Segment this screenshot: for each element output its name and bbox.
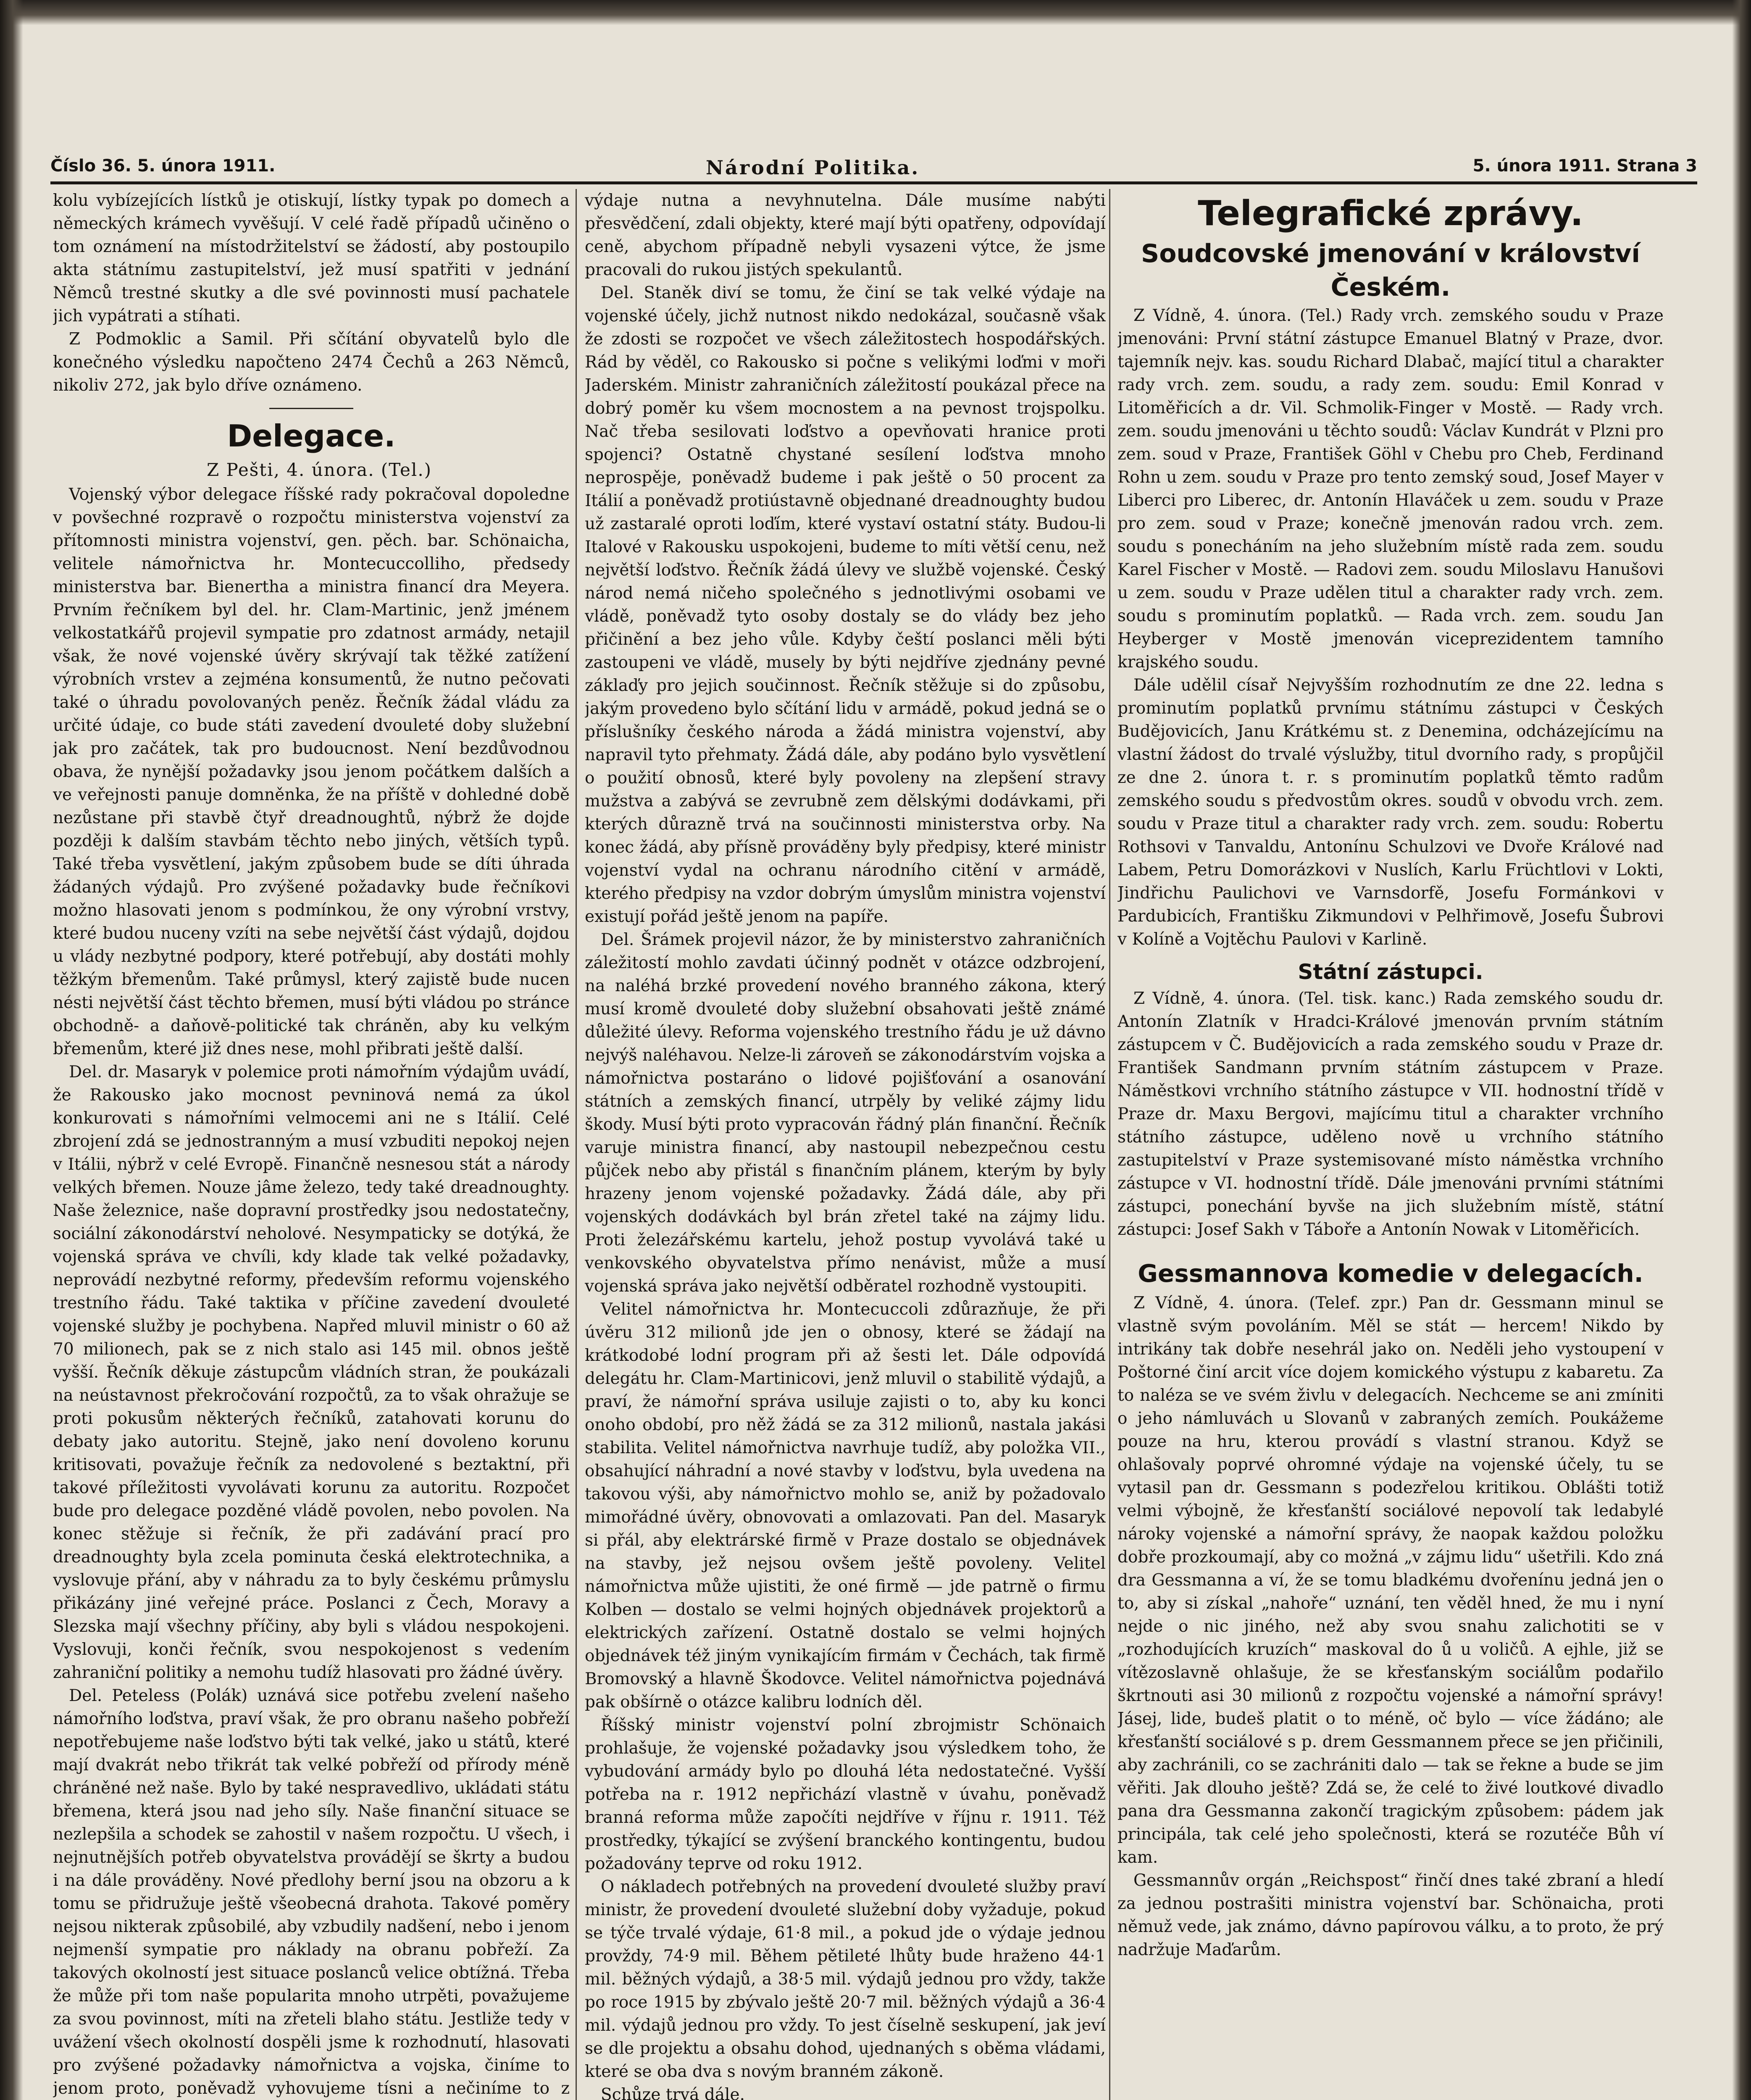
section-title-telegraficke: Telegrafické zprávy. <box>1198 194 1583 234</box>
article-paragraph: Del. dr. Masaryk v polemice proti námořním výdajům uvádí, že Rakousko jako mocnost pevninová nemá za úkol konkurovati s námořními velmocemi ani ne s Itálií. Celé zbrojení zdá se jednostranným a musí vzbuditi nepokoj nejen v Itálii, nýbrž v celé Evropě. Finančně nesnesou stát a národy velkých břemen. Nouze jâme železo, tedy také dreadnoughty. Naše železnice, naše dopravní prostředky jsou nedostatečny, sociální zákonodárství neholové. Nesympatickу se dotýká, že vojenská správa ve chvíli, kdy klade tak velké požadavky, neprovádí nezbytné reformy, především reformu vojenského trestního řádu. Také taktika v příčine zavedení dvouleté vojenské služby je pochybena. Napřed mluvil ministr o 60 až 70 milionech, pak se z nich stalo asi 145 mil. obnos ještě vyšší. Řečník děkuje zástupcům vládních stran, že poukázali na neústavnost překročování rozpočtů, za to však ohražuje se proti pokusům některých řečníků, zatahovati korunu do debaty jako autoritu. Stejně, jako není dovoleno korunu kritisovati, považuje řečník za nedovolené s beztaktní, při takové příležitosti vyvolávati korunu za autoritu. Rozpočet bude pro delegace pozděné vládě povolen, nebo povolen. Na konec stěžuje si řečník, že při zadávání prací pro dreadnoughty byla zcela pominuta česká elektrotechnika, a vyslovuje přání, aby v náhradu za to byly českému průmyslu přikázány jiné veřejné práce. Poslanci z Čech, Moravy a Slezska mají všechny příčiny, aby byli s vládou nespokojeni. Vyslovuji, konči řečník, svou nespokojenost s vedením zahraniční politiky a nemohu tudíž hlasovati pro žádné úvěry. <box>53 1063 570 1682</box>
article-paragraph: O nákladech potřebných na provedení dvouleté služby praví ministr, že provedení dvouleté služební doby vyžaduje, pokud se týče trvalé výdaje, 61·8 mil., a pokud jde o výdaje jednou provždy, 74·9 mil. Během pětileté lhůty bude hraženo 44·1 mil. běžných výdajů, a 38·5 mil. výdajů jednou pro vždy, takže po roce 1915 by zbývalo ještě 20·7 mil. běžných výdajů a 36·4 mil. výdajů jednou pro vždy. To jest číselně seskupení, jak jeví se dle projektu a obsahu dohod, ujednaných s oběma vládami, které se oba dva s novým branném zákoně. <box>585 1877 1106 2081</box>
column-divider <box>1109 189 1110 2100</box>
section-title-statni-zastupci: Státní zástupci. <box>1298 960 1483 984</box>
header-rule <box>50 181 1697 184</box>
article-paragraph: Dále udělil císař Nejvyšším rozhodnutím ze dne 22. ledna s prominutím poplatků prvnímu státnímu zástupci v Českých Budějovicích, Janu Krátkému st. z Denemina, odcházejícímu na vlastní žádost do trvalé výslužby, titul dvorního rady, s propůjčil ze dne 2. února t. r. s prominutím poplatků těmto radům zemského soudu s předvostům okres. soudů v obvodu vrch. zem. soudu v Praze titul a charakter rady vrch. zem. soudu: Robertu Rothsovi v Tanvaldu, Antonínu Schulzovi ve Dvoře Králové nad Labem, Petru Domorázkovi v Nuslích, Karlu Früchtlovi v Lokti, Jindřichu Paulichovi ve Varnsdorfě, Josefu Formánkovi v Pardubicích, Františku Zikmundovi v Pelhřimově, Josefu Šubrovi v Kolíně a Vojtěchu Paulovi v Karlině. <box>1117 676 1664 949</box>
article-paragraph: Z Vídně, 4. února. (Tel.) Rady vrch. zemského soudu v Praze jmenováni: První státní zástupce Emanuel Blatný v Praze, dvor. tajemník nejv. kas. soudu Richard Dlabač, mající titul a charakter rady vrch. zem. soudu, a rady zem. soudu: Emil Konrad v Litoměřicích a dr. Vil. Schmolik-Finger v Mostě. — Rady vrch. zem. soudu jmenováni u těchto soudů: Václav Kundrát v Plzni pro zem. soud v Praze, František Göhl v Chebu pro Cheb, Ferdinand Rohn u zem. soudu v Praze pro tento zemský soud, Josef Mayer v Liberci pro Liberec, dr. Antonín Hlaváček u zem. soudu v Praze pro zem. soud v Praze; konečně jmenován radou vrch. zem. soudu s ponecháním na jeho služebním místě rada zem. soudu Karel Fischer v Mostě. — Radovi zem. soudu Miloslavu Hanušovi u zem. soudu v Praze udělen titul a charakter rady vrch. zem. soudu s prominutím poplatků. — Rada vrch. zem. soudu Jan Heyberger v Mostě jmenován viceprezidentem tamního krajského soudu. <box>1117 306 1664 672</box>
section-divider <box>269 408 353 409</box>
issue-number-date: Číslo 36. 5. února 1911. <box>50 156 276 176</box>
section-title-delegace: Delegace. <box>227 418 396 454</box>
article-paragraph: Z Podmoklic a Samil. Při sčítání obyvatelů bylo dle konečného výsledku napočteno 2474 Čechů a 263 Němců, nikoliv 272, jak bylo dříve oznámeno. <box>53 330 570 395</box>
article-paragraph: Z Vídně, 4. února. (Telef. zpr.) Pan dr. Gessmann minul se vlastně svým povoláním. Měl se stát — hercem! Nikdo by intrikány tak dobře nesehrál jako on. Neděli jeho vystoupení v Poštorné činí arcit více dojem komického výstupu z kabaretu. Za to naléza se ve svém živlu v delegacích. Nechceme se ani zmíniti o jeho námluvách u Slovanů v zabraných zemích. Poukážeme pouze na hru, kterou provádí s vlastní stranou. Když se ohlašovaly poprvé ohromné výdaje na vojenské účely, tu se vytasil pan dr. Gessmann s podezřelou kritikou. Oblášti totiž velmi výbojně, že křesťanští sociálové nepovolí tak ledabylé nároky vojenské a námořní správy, že naopak každou položku dobře prozkoumají, aby co možná „v zájmu lidu“ ušetřili. Kdo zná dra Gessmanna a ví, že se tomu bladkému dvořenínu jedná jen o to, aby si získal „nahoře“ uznání, ten věděl hned, že mu i nyní nejde o nic jiného, než aby svou snahu zalichotiti se v „rozhodujících kruzích“ maskoval do ů u voličů. A ejhle, již se vítězoslavně ohlašuje, že se křesťanským sociálům podařilo škrtnouti asi 30 milionů z rozpočtu vojenské a námořní správy! Jásej, lide, budeš platit o to méně, oč bylo — více žádáno; ale křesťanští sociálové s p. drem Gessmannem přece se jen přičinili, aby zachránili, co se zachrániti dalo — tak se řekne a bude se jim věřiti. Jak dlouho ještě? Zdá se, že celé to živé loutkové divadlo pana dra Gessmanna zakončí tragickým způsobem: pádem jak principála, tak celé jeho společnosti, která se rozutéče Bůh ví kam. <box>1117 1294 1664 1867</box>
article-paragraph: kolu vybízejících lístků je otiskují, lístky typak po domech a německých krámech vyvěšují. V celé řadě případů učiněno o tom oznámení na místodržitelství se žádostí, aby postoupilo akta státnímu zastupitelství, jež musí spatřiti v jednání Němců trestné skutky a dle své povinnosti musí pachatele jich vypátrati a stíhati. <box>53 191 570 326</box>
article-closing-line: Schůze trvá dále. <box>601 2085 745 2100</box>
masthead-title: Národní Politika. <box>706 156 920 179</box>
column-right <box>1117 189 1664 2100</box>
column-left <box>53 189 570 2100</box>
article-paragraph: Del. Peteless (Polák) uznává sice potřebu zvelení našeho námořního loďstva, praví však, že pro obranu našeho pobřeží nepotřebujeme naše loďstvo býti tak velké, jako u států, které mají dvakrát nebo třikrát tak velké pobřeží od přírody méně chráněné než naše. Bylo by také nespravedlivo, ukládati státu břemena, která jsou nad jeho síly. Naše finanční situace se nezlepšila a schodek se zahostil v našem rozpočtu. U všech, i nejnutnějších potřeb obyvatelstva provádějí se škrty a budou i na dále prováděny. Nové předlohy berní jsou na obzoru a k tomu se přidružuje ještě všeobecná drahota. Takové poměry nejsou nikterak způsobilé, aby vzbudily nadšení, nebo i jenom nejmenší sympatie pro náklady na obranu pobřeží. Za takových okolností jest situace poslanců velice obtížná. Třeba že může při tom naše popularita mnoho utrpěti, považujeme za svou povinnost, míti na zřeteli blaho státu. Jestliže tedy v uvážení všech okolností dospěli jsme k rozhodnutí, hlasovati pro zvýšené požadavky námořnictva a vojska, činíme to jenom proto, poněvadž vyhovujeme tísni a nečiníme to z <box>53 1686 570 2098</box>
article-paragraph: výdaje nutna a nevyhnutelna. Dále musíme nabýti přesvědčení, zdali objekty, které mají býti opatřeny, odpovídají ceně, abychom případně nebyli vysazeni výtce, že jsme pracovali do rukou jistých spekulantů. <box>585 191 1106 279</box>
article-paragraph: Del. Šrámek projevil názor, že by ministerstvo zahraničních záležitostí mohlo zavdati účinný podnět v otázce odzbrojení, na naléhá brzké provedení nového branného zákona, který musí kromě dvouleté doby služební obsahovati ještě známé důležité úlevy. Reforma vojenského trestního řádu je už dávno nejvýš naléhavou. Nelze-li zároveň se zákonodárstvím vojska a námořnictva postaráno o lidové pojišťování a osanování státních a zemských financí, utrpěly by veliké zájmy lidu škody. Musí býti proto vypracován řádný plán finanční. Řečník varuje ministra financí, aby nastoupil nebezpečnou cestu půjček nebo aby přistál s finančním plánem, kterým by byly hrazeny jenom vojenské požadavky. Žádá dále, aby při vojenských dodávkách byl brán zřetel také na zájmy lidu. Proti železářskému kartelu, jehož postup vyvolává také u venkovského obyvatelstva přímo nenávist, může a musí vojenská správa jako největší odběratel rozhodně vystoupiti. <box>585 930 1106 1296</box>
article-paragraph: Vojenský výbor delegace říšské rady pokračoval dopoledne v povšechné rozpravě o rozpočtu ministerstva vojenství za přítomnosti ministra vojenství, gen. pěch. bar. Schönaicha, velitele námořnictva hr. Montecuccolliho, předsedy ministerstva bar. Bienertha a ministra financí dra Meyera. Prvním řečníkem byl del. hr. Clam-Martinic, jenž jménem velkostatkářů projevil sympatie pro zdatnost armády, netajil však, že nové vojenské úvěry skrývají tak těžké zatížení výrobních vrstev a zejména konsumentů, že nutno pečovati také o úhradu povolovaných peněz. Řečník žádal vládu za určité údaje, co bude státi zavedení dvouleté doby služební jak pro začátek, tak pro budoucnost. Není bezdůvodnou obava, že nynější požadavky jsou jenom počátkem dalších a ve veřejnosti panuje domněnka, že na příště v dohledné době nezůstane při stavbě čtyř dreadnoughtů, nýbrž že dojde později k dalším stavbám těchto nebo jiných, větších typů. Také třeba vysvětlení, jakým způsobem bude se díti úhrada žádaných výdajů. Pro zvýšené požadavky bude řečníkovi možno hlasovati jenom s podmínkou, že ony výrobní vrstvy, které budou nuceny vzíti na sebe největší část výdajů, dojdou u vlády nezbytné podpory, které potřebují, aby dostáti mohly těžkým břemenům. Také průmysl, který zajistě bude nucen nésti největší část těchto břemen, musí býti vládou po stránce obchodně- a daňově-politické tak chráněn, aby ku velkým břemenům, které již dnes nese, mohl přibrati ještě další. <box>53 485 570 1058</box>
column-divider <box>576 189 577 2100</box>
column-middle <box>585 189 1106 2100</box>
article-paragraph: Z Vídně, 4. února. (Tel. tisk. kanc.) Rada zemského soudu dr. Antonín Zlatník v Hradci-Králové jmenován prvním státním zástupcem v Č. Budějovicích a rada zemského soudu v Praze dr. František Sandmann prvním státním zástupcem v Praze. Náměstkovi vrchního státního zástupce v VII. hodnostní třídě v Praze dr. Maxu Bergovi, majícímu titul a charakter vrchního státního zástupce, uděleno nově u vrchního státního zastupitelství v Praze systemisované místo náměstka vrchního zástupce v VI. hodnostní třídě. Dále jmenováni prvními státními zástupci, ponechání byvše na jich služebním místě, státní zástupci: Josef Sakh v Táboře a Antonín Nowak v Litoměřicích. <box>1117 989 1664 1239</box>
scan-edge-left <box>0 0 23 2100</box>
section-subtitle: Soudcovské jmenování v království Českém. <box>1141 239 1641 302</box>
page-date-number: 5. února 1911. Strana 3 <box>1472 156 1697 176</box>
article-paragraph: Del. Staněk diví se tomu, že činí se tak velké výdaje na vojenské účely, jichž nutnost nikdo nedokázal, současně však že zdosti se rozpočet ve všech záležitostech hospodářských. Rád by věděl, co Rakousko si počne s velikými loďmi v moři Jaderském. Ministr zahraničních záležitostí poukázal přece na dobrý poměr ku všem mocnostem a na pevnost trojspolku. Nač třeba sesilovati loďstvo a opevňovati hranice proti spojenci? Ostatně chystané sesílení loďstva mnoho neprospěje, poněvadž budeme i pak ještě o 50 procent za Itálií a poněvadž protiústavně objednané dreadnoughty budou už zastaralé oproti loďím, které vystaví ostatní státy. Budou-li Italové v Rakousku uspokojeni, budeme to míti větší cenu, než největší loďstvo. Řečník žádá úlevy ve službě vojenské. Český národ nemá ničeho společného s jednotlivými osobami ve vládě, poněvadž tyto osoby dostaly se do vlády bez jeho přičinění a bez jeho vůle. Kdyby čeští poslanci měli býti zastoupeni ve vládě, musely by býti nejdříve zjednány pevné záklaďy pro jejich součinnost. Řečník stěžuje si do způsobu, jakým provedeno bylo sčítání lidu v armádě, pokud jedná se o příslušníky českého národa a žádá ministra vojenství, aby napravil tyto přehmaty. Žádá dále, aby podáno bylo vysvětlení o použití obnosů, které byly povoleny na zlepšení stravy mužstva a zabývá se zevrubně zem dělskými dodávkami, při kterých důrazně trvá na součinnosti ministerstva orby. Na konec žádá, aby přísně prováděny byly předpisy, které ministr vojenství vydal na ochranu národního citění v armádě, kterého předpisy na vzdor dobrým úmyslům ministra vojenství existují pořád ještě jenom na papíře. <box>585 284 1106 926</box>
article-paragraph: Říšský ministr vojenství polní zbrojmistr Schönaich prohlašuje, že vojenské požadavky jsou výsledkem toho, že vybudování armády bylo po dlouhá léta nedostatečné. Vyšší potřeba na r. 1912 nepřichází vlastně v úvahu, poněvadž branná reforma může započíti nejdříve v říjnu r. 1911. Též prostředky, týkající se zvýšení branckého kontingentu, budou požadovány teprve od roku 1912. <box>585 1716 1106 1873</box>
scan-edge-right <box>1732 0 1751 2100</box>
dateline: Z Pešti, 4. února. (Tel.) <box>206 459 432 480</box>
scan-edge-top <box>0 0 1751 25</box>
article-paragraph: Velitel námořnictva hr. Montecuccoli zdůrazňuje, že při úvěru 312 milionů jde jen o obnosy, které se žádají na krátkodobé lodní program při až šesti let. Dále odpovídá delegátu hr. Clam-Martinicovi, jenž mluvil o stabilitě výdajů, a praví, že námořní správa usiluje zajisti o to, aby ku konci onoho období, pro něž žádá se za 312 milionů, nastala jakási stabilita. Velitel námořnictva navrhuje tudíž, aby položka VII., obsahující náhradní a nové stavby v loďstvu, byla uvedena na takovou výši, aby námořnictvo mohlo se, aniž by požadovalo mimořádné úvěry, obnovovati a omlazovati. Pan del. Masaryk si přál, aby elektrárské firmě v Praze dostalo se objednávek na stavby, jež nejsou ovšem ještě povoleny. Velitel námořnictva může ujistiti, že oné firmě — jde patrně o firmu Kolben — dostalo se velmi hojných objednávek projektorů a elektrických zařízení. Ostatně dostalo se velmi hojných objednávek též jiným vynikajícím firmám v Čechách, tak firmě Bromovský a hlavně Škodovce. Velitel námořnictva pojednává pak obšírně o otázce kalibru lodních děl. <box>585 1300 1106 1712</box>
article-paragraph: Gessmannův orgán „Reichspost“ řinčí dnes také zbraní a hledí za jednou postrašiti ministra vojenství bar. Schönaicha, proti němuž vede, jak známo, dávno papírovou válku, a to proto, že prý nadržuje Maďarům. <box>1117 1871 1664 1959</box>
section-title-gessmann: Gessmannova komedie v delegacích. <box>1138 1259 1643 1288</box>
